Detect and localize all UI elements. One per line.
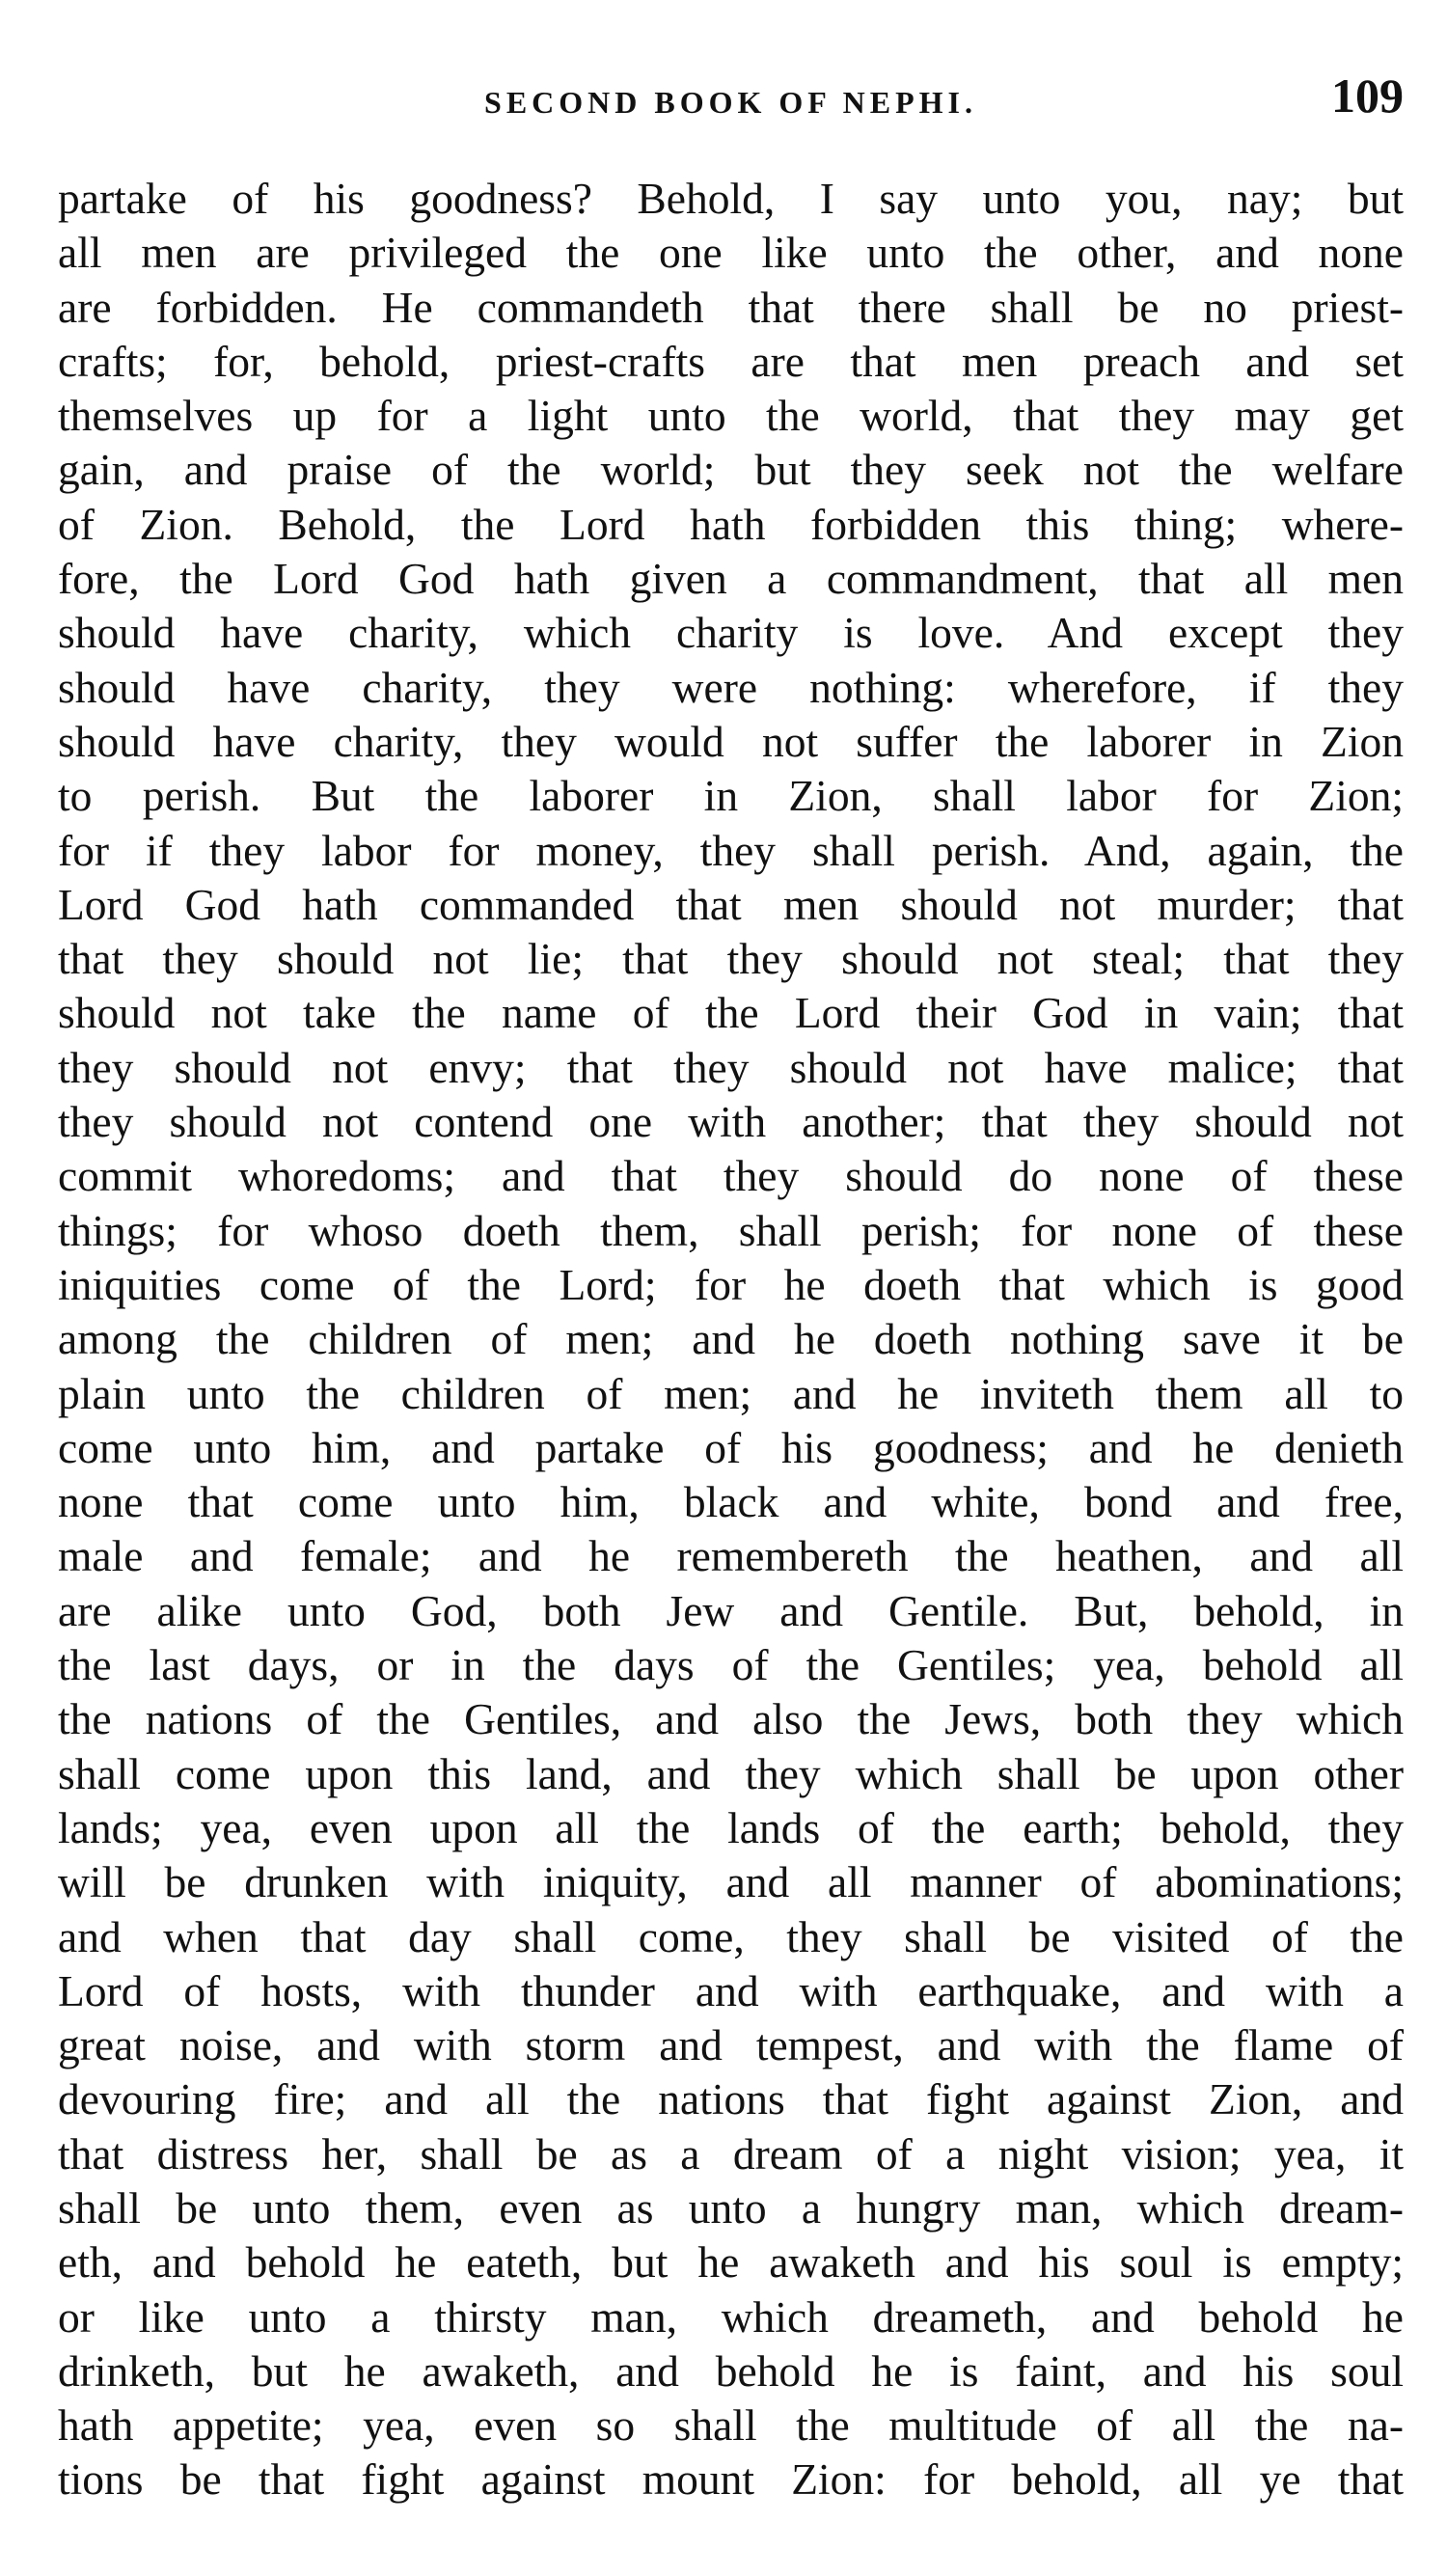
- text-line: they should not contend one with another; that they should not: [58, 1097, 1404, 1147]
- text-line: should have charity, they would not suffer the laborer in Zion: [58, 716, 1404, 766]
- text-line: plain unto the children of men; and he inviteth them all to: [58, 1368, 1404, 1418]
- text-line: commit whoredoms; and that they should do none of these: [58, 1151, 1404, 1201]
- text-line: that they should not lie; that they should not steal; that they: [58, 934, 1404, 984]
- text-line: for if they labor for money, they shall perish. And, again, the: [58, 825, 1404, 875]
- text-line: devouring fire; and all the nations that fight against Zion, and: [58, 2074, 1404, 2124]
- text-line: tions be that fight against mount Zion: for behold, all ye that: [58, 2454, 1404, 2505]
- text-line: of Zion. Behold, the Lord hath forbidden this thing; where-: [58, 499, 1404, 549]
- text-line: gain, and praise of the world; but they seek not the welfare: [58, 445, 1404, 495]
- text-line: the last days, or in the days of the Gentiles; yea, behold all: [58, 1640, 1404, 1690]
- text-line: iniquities come of the Lord; for he doeth that which is good: [58, 1259, 1404, 1309]
- text-line: partake of his goodness? Behold, I say unto you, nay; but: [58, 174, 1404, 223]
- text-line: and when that day shall come, they shall be visited of the: [58, 1911, 1404, 1961]
- text-line: that distress her, shall be as a dream of a night vision; yea, it: [58, 2128, 1404, 2179]
- text-line: among the children of men; and he doeth nothing save it be: [58, 1314, 1404, 1364]
- text-line: should have charity, they were nothing: wherefore, if they: [58, 662, 1404, 712]
- text-line: the nations of the Gentiles, and also the Jews, both they which: [58, 1694, 1404, 1744]
- text-line: to perish. But the laborer in Zion, shall labor for Zion;: [58, 771, 1404, 821]
- text-line: they should not envy; that they should not have malice; that: [58, 1042, 1404, 1092]
- text-line: drinketh, but he awaketh, and behold he is faint, and his soul: [58, 2345, 1404, 2396]
- running-head: [58, 68, 1404, 135]
- text-line: great noise, and with storm and tempest, and with the flame of: [58, 2020, 1404, 2070]
- page-number: 109: [1331, 69, 1404, 123]
- text-line: Lord of hosts, with thunder and with earthquake, and with a: [58, 1965, 1404, 2015]
- text-line: eth, and behold he eateth, but he awaketh and his soul is empty;: [58, 2237, 1404, 2288]
- text-line: hath appetite; yea, even so shall the multitude of all the na-: [58, 2400, 1404, 2451]
- text-line: male and female; and he remembereth the heathen, and all: [58, 1531, 1404, 1581]
- text-line: all men are privileged the one like unto the other, and none: [58, 228, 1404, 278]
- text-line: Lord God hath commanded that men should not murder; that: [58, 879, 1404, 929]
- body-text: [58, 172, 1404, 2507]
- text-line: fore, the Lord God hath given a commandment, that all men: [58, 554, 1404, 604]
- text-line: should have charity, which charity is love. And except they: [58, 608, 1404, 658]
- running-title: SECOND BOOK OF NEPHI.: [484, 85, 977, 120]
- text-line: lands; yea, even upon all the lands of the earth; behold, they: [58, 1802, 1404, 1852]
- text-line: will be drunken with iniquity, and all manner of abominations;: [58, 1857, 1404, 1907]
- text-line: none that come unto him, black and white, bond and free,: [58, 1477, 1404, 1527]
- text-line: should not take the name of the Lord their God in vain; that: [58, 988, 1404, 1038]
- text-line: come unto him, and partake of his goodness; and he denieth: [58, 1422, 1404, 1472]
- text-line: are alike unto God, both Jew and Gentile. But, behold, in: [58, 1585, 1404, 1635]
- text-line: shall come upon this land, and they which shall be upon other: [58, 1748, 1404, 1798]
- text-line: shall be unto them, even as unto a hungry man, which dream-: [58, 2182, 1404, 2233]
- text-line: crafts; for, behold, priest-crafts are that men preach and set: [58, 336, 1404, 386]
- text-line: are forbidden. He commandeth that there shall be no priest-: [58, 282, 1404, 332]
- text-line: things; for whoso doeth them, shall perish; for none of these: [58, 1205, 1404, 1255]
- text-line: or like unto a thirsty man, which dreameth, and behold he: [58, 2291, 1404, 2342]
- text-line: themselves up for a light unto the world, that they may get: [58, 391, 1404, 441]
